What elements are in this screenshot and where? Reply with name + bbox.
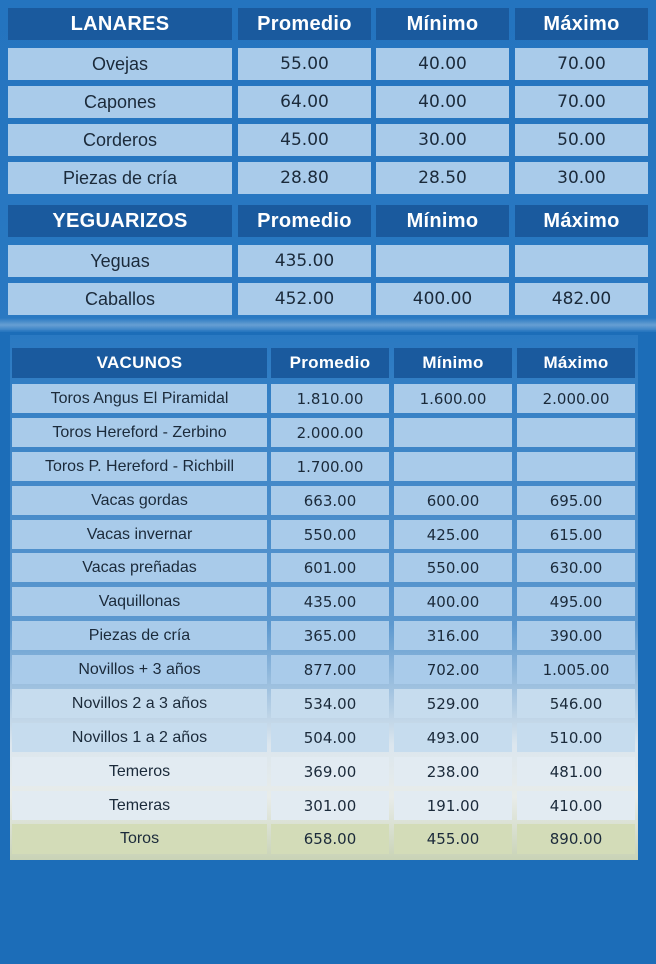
row-label: Temeras: [12, 791, 267, 820]
promedio-value: 658.00: [271, 824, 389, 854]
row-label: Corderos: [8, 124, 232, 156]
maximo-value: 30.00: [515, 162, 648, 194]
panel-divider: [0, 318, 656, 332]
lanares-header-category: LANARES: [8, 8, 232, 40]
promedio-value: 1.700.00: [271, 452, 389, 481]
maximo-value: 70.00: [515, 48, 648, 80]
promedio-value: 877.00: [271, 655, 389, 684]
promedio-value: 435.00: [238, 245, 371, 277]
row-label: Vacas invernar: [12, 520, 267, 549]
maximo-value: 495.00: [517, 587, 635, 616]
row-label: Piezas de cría: [8, 162, 232, 194]
promedio-value: 45.00: [238, 124, 371, 156]
maximo-value: [517, 418, 635, 447]
maximo-value: 510.00: [517, 723, 635, 752]
minimo-value: 493.00: [394, 723, 512, 752]
minimo-value: [394, 452, 512, 481]
minimo-value: 238.00: [394, 757, 512, 786]
yeguarizos-header-category: YEGUARIZOS: [8, 205, 232, 237]
row-label: Temeros: [12, 757, 267, 786]
minimo-value: 28.50: [376, 162, 509, 194]
minimo-value: 40.00: [376, 86, 509, 118]
maximo-value: 695.00: [517, 486, 635, 515]
row-label: Novillos 1 a 2 años: [12, 723, 267, 752]
row-label: Vacas gordas: [12, 486, 267, 515]
minimo-value: 529.00: [394, 689, 512, 718]
promedio-value: 534.00: [271, 689, 389, 718]
vacunos-header-minimo: Mínimo: [394, 348, 512, 378]
promedio-value: 64.00: [238, 86, 371, 118]
row-label: Toros P. Hereford - Richbill: [12, 452, 267, 481]
yeguarizos-header-promedio: Promedio: [238, 205, 371, 237]
vacunos-header-category: VACUNOS: [12, 348, 267, 378]
promedio-value: 365.00: [271, 621, 389, 650]
promedio-value: 452.00: [238, 283, 371, 315]
maximo-value: 1.005.00: [517, 655, 635, 684]
promedio-value: 435.00: [271, 587, 389, 616]
promedio-value: 2.000.00: [271, 418, 389, 447]
maximo-value: 630.00: [517, 553, 635, 582]
row-label: Capones: [8, 86, 232, 118]
row-label: Novillos + 3 años: [12, 655, 267, 684]
maximo-value: 50.00: [515, 124, 648, 156]
promedio-value: 663.00: [271, 486, 389, 515]
minimo-value: 1.600.00: [394, 384, 512, 413]
row-label: Toros: [12, 824, 267, 854]
maximo-value: 615.00: [517, 520, 635, 549]
promedio-value: 504.00: [271, 723, 389, 752]
row-label: Toros Hereford - Zerbino: [12, 418, 267, 447]
minimo-value: 400.00: [394, 587, 512, 616]
vacunos-header-maximo: Máximo: [517, 348, 635, 378]
yeguarizos-header-maximo: Máximo: [515, 205, 648, 237]
minimo-value: 425.00: [394, 520, 512, 549]
minimo-value: [394, 418, 512, 447]
maximo-value: [517, 452, 635, 481]
row-label: Ovejas: [8, 48, 232, 80]
minimo-value: 40.00: [376, 48, 509, 80]
lanares-header-maximo: Máximo: [515, 8, 648, 40]
row-label: Piezas de cría: [12, 621, 267, 650]
maximo-value: 481.00: [517, 757, 635, 786]
minimo-value: 191.00: [394, 791, 512, 820]
minimo-value: 30.00: [376, 124, 509, 156]
minimo-value: 316.00: [394, 621, 512, 650]
maximo-value: 390.00: [517, 621, 635, 650]
row-label: Vaquillonas: [12, 587, 267, 616]
row-label: Vacas preñadas: [12, 553, 267, 582]
row-label: Yeguas: [8, 245, 232, 277]
minimo-value: 455.00: [394, 824, 512, 854]
maximo-value: 890.00: [517, 824, 635, 854]
lanares-header-minimo: Mínimo: [376, 8, 509, 40]
minimo-value: 600.00: [394, 486, 512, 515]
promedio-value: 28.80: [238, 162, 371, 194]
minimo-value: 550.00: [394, 553, 512, 582]
row-label: Novillos 2 a 3 años: [12, 689, 267, 718]
lanares-header-promedio: Promedio: [238, 8, 371, 40]
minimo-value: [376, 245, 509, 277]
maximo-value: 546.00: [517, 689, 635, 718]
promedio-value: 1.810.00: [271, 384, 389, 413]
minimo-value: 702.00: [394, 655, 512, 684]
promedio-value: 550.00: [271, 520, 389, 549]
maximo-value: 410.00: [517, 791, 635, 820]
maximo-value: 2.000.00: [517, 384, 635, 413]
promedio-value: 55.00: [238, 48, 371, 80]
vacunos-header-promedio: Promedio: [271, 348, 389, 378]
maximo-value: 70.00: [515, 86, 648, 118]
minimo-value: 400.00: [376, 283, 509, 315]
promedio-value: 369.00: [271, 757, 389, 786]
maximo-value: [515, 245, 648, 277]
promedio-value: 301.00: [271, 791, 389, 820]
maximo-value: 482.00: [515, 283, 648, 315]
promedio-value: 601.00: [271, 553, 389, 582]
row-label: Caballos: [8, 283, 232, 315]
yeguarizos-header-minimo: Mínimo: [376, 205, 509, 237]
row-label: Toros Angus El Piramidal: [12, 384, 267, 413]
